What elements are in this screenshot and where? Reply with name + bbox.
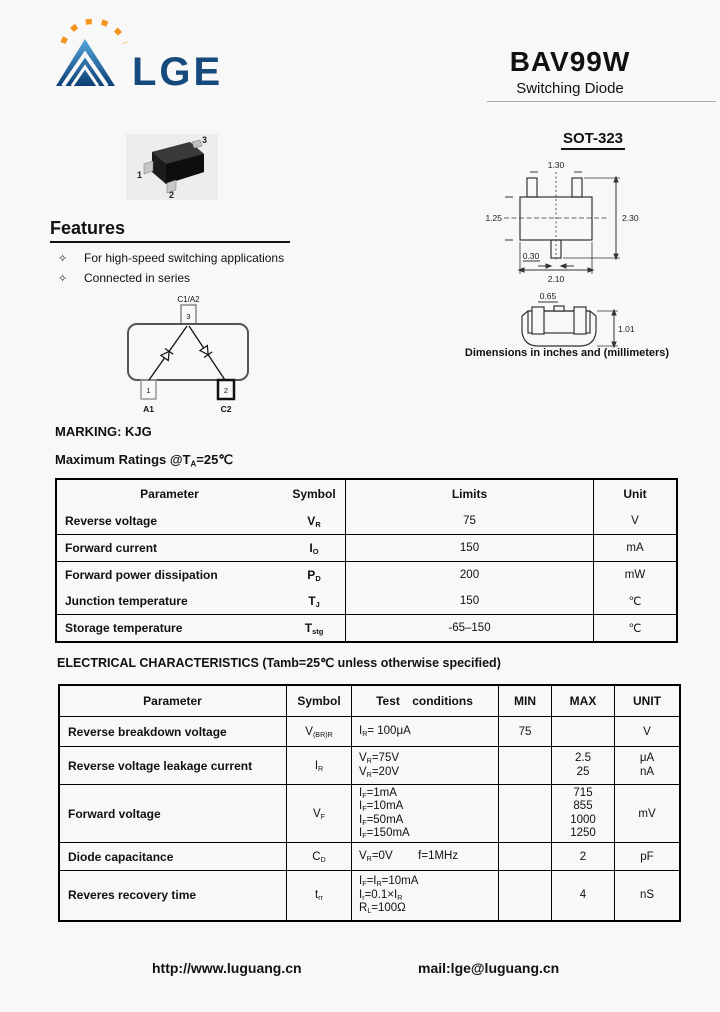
feature-item [58,251,284,265]
col-header: Test conditions [352,685,499,717]
cell-parameter: Reveres recovery time [59,871,287,921]
cell-condition: $I_r=0.1\times I_R$ [359,888,403,902]
cell-parameter: Forward current [65,541,158,555]
cell-parameter: Junction temperature [65,594,188,608]
table-row [59,871,680,921]
table-row [56,615,677,643]
cell-min [499,843,552,871]
cell-symbol: $V_R$ [307,514,321,530]
cell-parameter: Diode capacitance [59,843,287,871]
cell-condition: $I_F=I_R=10mA$ [359,875,419,888]
table-row [56,588,677,615]
feature-item [58,271,190,285]
pin-1-label: 1 [137,170,143,180]
electrical-title: ELECTRICAL CHARACTERISTICS (Tamb=25℃ unless otherwise specified) [57,656,501,670]
diode-2-symbol-icon [199,345,212,357]
cell-min [499,871,552,921]
cell-symbol: $I_O$ [309,541,319,557]
cell-condition: $I_R= 100\mu A$ [359,724,411,738]
cell-condition: $I_F=150mA$ [359,827,410,840]
diamond-bullet-icon: ✧ [58,252,68,265]
table-header-row [59,685,680,717]
cell-parameter: Forward power dissipation [65,568,218,582]
cell-limits: 150 [346,535,594,562]
drawing-caption: Dimensions in inches and (millimeters) [464,347,670,359]
cell-max [552,717,615,747]
cell-unit: mA [594,535,678,562]
website-link[interactable]: http://www.luguang.cn [152,960,302,976]
cell-parameter: Reverse voltage [65,514,158,528]
package-photo [126,134,218,200]
col-header: Symbol [287,685,352,717]
feature-text: Connected in series [84,271,191,285]
cell-limits: 200 [346,562,594,589]
table-row [59,843,680,871]
cell-condition: $I_F=50mA$ [359,813,404,827]
cell-unit: V [594,508,678,535]
max-ratings-table [55,478,678,643]
cell-condition: $V_R=75V$ [359,752,400,765]
table-header-row [56,479,677,508]
dim-side-top: 0.65 [539,291,557,301]
dim-pin-width: 0.30 [522,251,540,261]
marking-label: MARKING: KJG [55,424,152,439]
side-view [522,302,618,346]
col-header: Parameter [59,685,287,717]
cell-max: 715 855 1000 1250 [552,785,615,843]
cell-min [499,747,552,785]
cell-unit: ℃ [594,588,678,615]
package-heading: SOT-323 [468,130,718,147]
cell-unit: mV [615,785,681,843]
page-subtitle: Switching Diode [516,80,624,97]
feature-text: For high-speed switching applications [84,251,285,265]
features-heading: Features [50,218,126,238]
table-row [56,535,677,562]
right-pin-number: 2 [223,386,229,395]
cell-min [499,785,552,843]
cell-symbol: $t_{rr}$ [287,871,352,921]
logo-orange-arc-icon [63,21,125,43]
electrical-table [58,684,681,922]
diode-1-symbol-icon [160,348,173,360]
features-underline [50,241,290,243]
cell-symbol: $T_J$ [308,594,320,610]
cell-max: 4 [552,871,615,921]
col-header: Symbol [292,487,336,501]
cell-unit: μA nA [615,747,681,785]
cell-condition: $R_L=100\Omega$ [359,902,406,915]
cell-unit: ℃ [594,615,678,643]
cell-parameter: Storage temperature [65,621,183,635]
cell-limits: 75 [346,508,594,535]
dim-body-width: 2.10 [547,274,565,284]
col-header: MIN [499,685,552,717]
title-block [440,46,700,97]
package-outline [128,324,248,380]
anode1-label: A1 [143,404,154,414]
left-pin-number: 1 [146,386,151,395]
cell-symbol: $V_{(BR)R}$ [287,717,352,747]
company-logo-icon [48,14,238,94]
cell-condition: $V_R=0V$ f=1MHz [359,849,459,863]
table-row [56,508,677,535]
email-link[interactable]: mail:lge@luguang.cn [418,960,560,976]
table-row [59,717,680,747]
cell-unit: mW [594,562,678,589]
cell-condition: $I_F=1mA$ [359,786,397,800]
cell-condition: $I_F=10mA$ [359,800,404,813]
table-row [56,562,677,589]
dim-pin-pitch: 1.30 [547,160,565,170]
cell-max: 2 [552,843,615,871]
top-view [504,172,620,274]
cell-limits: 150 [346,588,594,615]
cell-symbol: $I_R$ [287,747,352,785]
logo-mountain-icon [56,39,115,86]
col-header: Parameter [140,487,199,501]
top-pin-number: 3 [186,312,191,321]
col-header: MAX [552,685,615,717]
cell-min: 75 [499,717,552,747]
cathode2-label: C2 [220,404,232,414]
title-divider [487,101,716,102]
package-outline-drawing [468,148,718,360]
dim-side-height: 1.01 [618,324,635,334]
cell-max: 2.5 25 [552,747,615,785]
max-ratings-title: Maximum Ratings $@T_A=25℃$ [55,452,233,469]
col-header: UNIT [615,685,681,717]
cell-parameter: Reverse voltage leakage current [59,747,287,785]
logo-text: LGE [132,50,224,94]
cell-parameter: Forward voltage [59,785,287,843]
top-pin-label: C1/A2 [177,295,200,304]
circuit-diagram [110,288,290,416]
dim-body-height: 1.25 [485,213,502,223]
cell-limits: -65–150 [346,615,594,643]
cell-symbol: $V_F$ [287,785,352,843]
cell-unit: pF [615,843,681,871]
page-title: BAV99W [509,46,631,77]
col-header: Limits [346,479,594,508]
table-row [59,747,680,785]
cell-symbol: $P_D$ [307,568,321,584]
col-header: Unit [594,479,678,508]
cell-symbol: $T_{stg}$ [304,621,324,637]
cell-condition: $V_R=20V$ [359,765,400,779]
pin-3-label: 3 [202,135,208,145]
diamond-bullet-icon: ✧ [58,272,68,285]
table-row [59,785,680,843]
pin-2-label: 2 [169,190,175,200]
cell-parameter: Reverse breakdown voltage [59,717,287,747]
cell-unit: V [615,717,681,747]
cell-unit: nS [615,871,681,921]
cell-symbol: $C_D$ [287,843,352,871]
dim-total-height: 2.30 [622,213,639,223]
